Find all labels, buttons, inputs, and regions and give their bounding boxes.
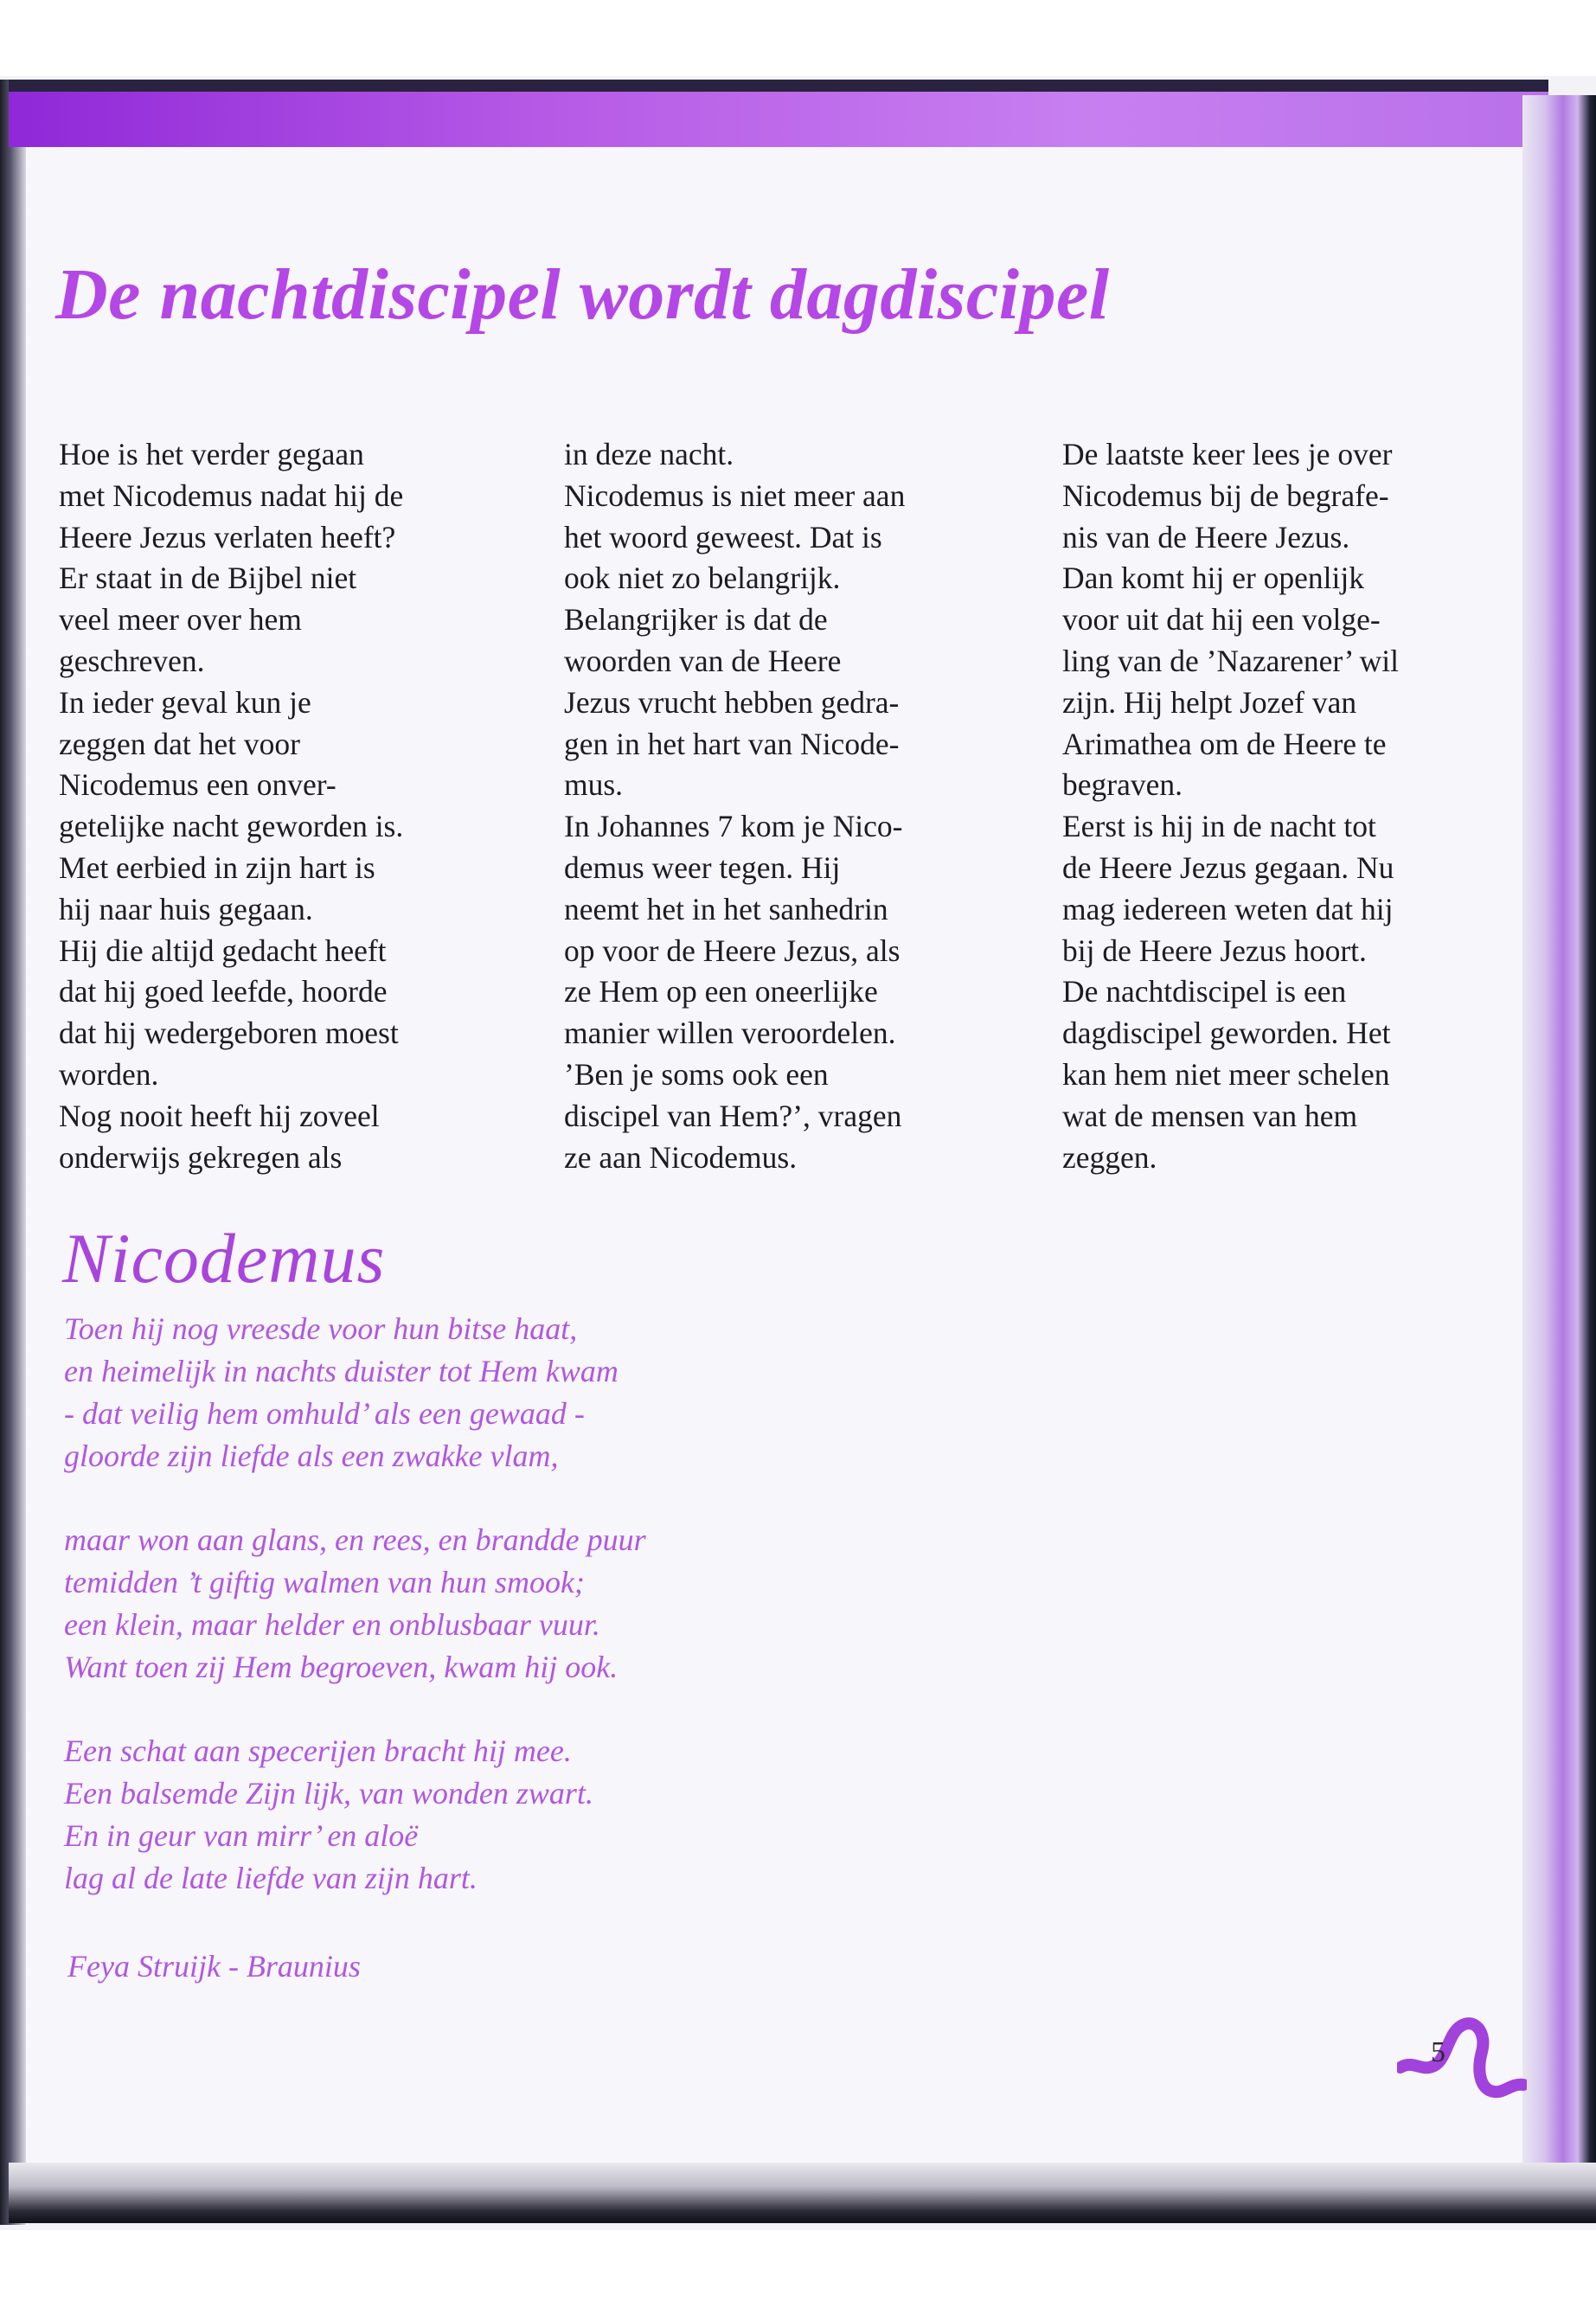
poem-line: maar won aan glans, en rees, en brandde puur	[64, 1522, 646, 1557]
text-line: Jezus vrucht hebben gedra-	[564, 684, 900, 720]
text-line: De nachtdiscipel is een	[1062, 974, 1347, 1009]
text-line: mag iedereen weten dat hij	[1062, 891, 1394, 926]
text-line: zijn. Hij helpt Jozef van	[1062, 684, 1357, 720]
text-line: veel meer over hem	[59, 602, 302, 638]
text-column-2	[564, 434, 1048, 1178]
text-line: Nog nooit heeft hij zoveel	[59, 1098, 380, 1133]
text-line: geschreven.	[59, 643, 205, 678]
text-line: wat de mensen van hem	[1062, 1098, 1358, 1133]
text-line: kan hem niet meer schelen	[1062, 1056, 1390, 1092]
text-line: bij de Heere Jezus hoort.	[1062, 933, 1367, 968]
text-line: demus weer tegen. Hij	[564, 849, 841, 885]
text-line: ze aan Nicodemus.	[564, 1139, 798, 1175]
text-line: Dan komt hij er openlijk	[1062, 561, 1365, 596]
page-bottom-edge	[9, 2163, 1596, 2223]
poem-stanza-2	[64, 1519, 1016, 1689]
poem-line: En in geur van mirr’ en aloë	[64, 1818, 419, 1853]
text-line: mus.	[564, 767, 624, 803]
poem-line: gloorde zijn liefde als een zwakke vlam,	[64, 1439, 559, 1473]
text-line: dat hij goed leefde, hoorde	[59, 974, 388, 1009]
text-line: In Johannes 7 kom je Nico-	[564, 809, 903, 844]
text-line: met Nicodemus nadat hij de	[59, 478, 404, 513]
poem-line: temidden ’t giftig walmen van hun smook;	[64, 1565, 585, 1599]
wave-ornament-icon	[1397, 2007, 1527, 2111]
text-line: Nicodemus bij de begrafe-	[1062, 478, 1389, 513]
text-line: Belangrijker is dat de	[564, 602, 828, 638]
text-line: op voor de Heere Jezus, als	[564, 933, 901, 968]
text-line: hij naar huis gegaan.	[59, 891, 313, 926]
text-column-1	[59, 434, 543, 1178]
text-line: Nicodemus is niet meer aan	[564, 478, 906, 513]
top-dark-edge	[9, 80, 1548, 92]
text-line: onderwijs gekregen als	[59, 1139, 343, 1175]
page-number: 5	[1431, 2036, 1445, 2068]
text-line: dat hij wedergeboren moest	[59, 1016, 399, 1051]
text-line: getelijke nacht geworden is.	[59, 809, 404, 844]
text-line: neemt het in het sanhedrin	[564, 891, 888, 926]
text-line: Hij die altijd gedacht heeft	[59, 933, 387, 968]
text-line: in deze nacht.	[564, 437, 734, 471]
text-line: Eerst is hij in de nacht tot	[1062, 809, 1376, 844]
text-line: begraven.	[1062, 767, 1183, 803]
text-line: nis van de Heere Jezus.	[1062, 519, 1350, 554]
poem	[64, 1308, 1016, 1941]
text-line: Arimathea om de Heere te	[1062, 726, 1387, 761]
poem-line: Toen hij nog vreesde voor hun bitse haat,	[64, 1311, 578, 1346]
text-column-3	[1062, 434, 1547, 1178]
text-line: Er staat in de Bijbel niet	[59, 561, 357, 596]
text-line: zeggen dat het voor	[59, 726, 300, 761]
text-line: ook niet zo belangrijk.	[564, 561, 841, 596]
text-line: De laatste keer lees je over	[1062, 437, 1393, 471]
poem-line: Een schat aan specerijen bracht hij mee.	[64, 1734, 572, 1768]
text-line: ze Hem op een oneerlijke	[564, 974, 878, 1009]
poem-line: Een balsemde Zijn lijk, van wonden zwart.	[64, 1776, 593, 1811]
poem-stanza-3	[64, 1730, 1016, 1900]
poem-line: Want toen zij Hem begroeven, kwam hij ook.	[64, 1650, 619, 1684]
page-title: De nachtdiscipel wordt dagdiscipel	[55, 254, 1110, 335]
text-line: Heere Jezus verlaten heeft?	[59, 519, 396, 554]
text-line: ling van de ’Nazarener’ wil	[1062, 643, 1399, 678]
text-line: In ieder geval kun je	[59, 684, 311, 720]
text-line: Nicodemus een onver-	[59, 767, 337, 803]
text-line: ’Ben je soms ook een	[564, 1056, 829, 1092]
poem-stanza-1	[64, 1308, 1016, 1477]
text-line: de Heere Jezus gegaan. Nu	[1062, 849, 1394, 885]
poem-line: en heimelijk in nachts duister tot Hem kwam	[64, 1354, 619, 1388]
text-line: voor uit dat hij een volge-	[1062, 602, 1381, 638]
book-spine-edge	[0, 80, 26, 2225]
text-line: gen in het hart van Nicode-	[564, 726, 900, 761]
text-line: worden.	[59, 1056, 159, 1092]
poem-line: - dat veilig hem omhuld’ als een gewaad -	[64, 1396, 585, 1431]
poem-title: Nicodemus	[62, 1219, 386, 1298]
text-line: woorden van de Heere	[564, 643, 842, 678]
text-line: manier willen veroordelen.	[564, 1016, 896, 1051]
text-line: het woord geweest. Dat is	[564, 519, 882, 554]
text-line: Hoe is het verder gegaan	[59, 437, 364, 471]
poem-line: een klein, maar helder en onblusbaar vuur.	[64, 1607, 600, 1642]
poem-author: Feya Struijk - Braunius	[67, 1949, 361, 1984]
text-line: dagdiscipel geworden. Het	[1062, 1016, 1391, 1051]
text-line: discipel van Hem?’, vragen	[564, 1098, 902, 1133]
text-line: Met eerbied in zijn hart is	[59, 849, 375, 885]
poem-line: lag al de late liefde van zijn hart.	[64, 1861, 478, 1895]
text-line: zeggen.	[1062, 1139, 1157, 1175]
